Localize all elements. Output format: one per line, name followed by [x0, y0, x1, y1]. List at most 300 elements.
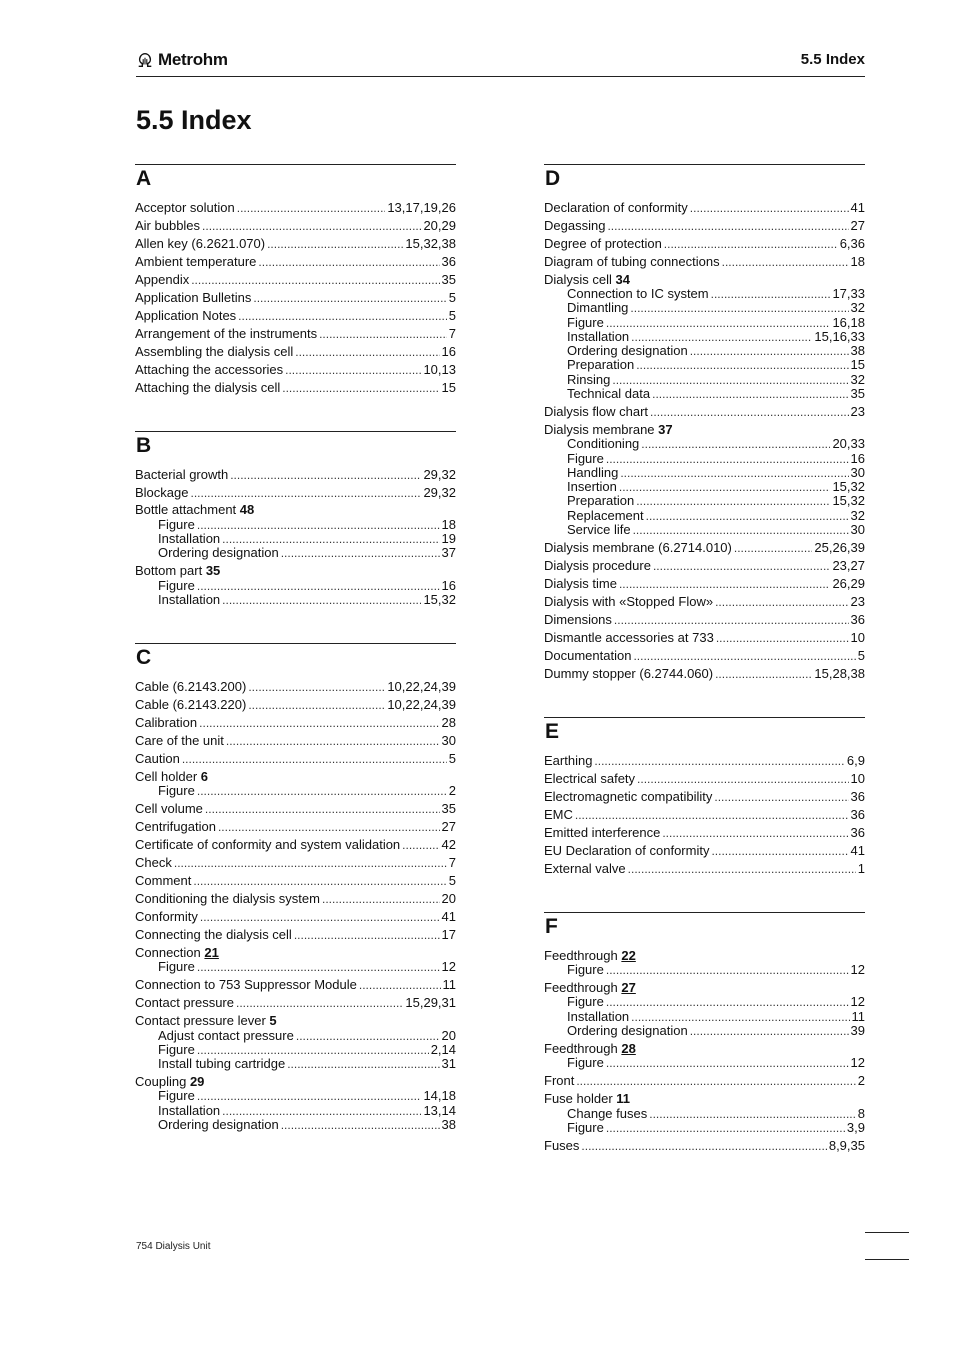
- index-entry: [544, 844, 865, 858]
- entry-label: [567, 963, 604, 977]
- entry-list: [544, 195, 865, 681]
- index-entry: [135, 381, 456, 395]
- entry-label: [135, 716, 197, 730]
- entry-text: Application Bulletins: [135, 289, 252, 305]
- entry-text: Conditioning the dialysis system: [135, 891, 320, 907]
- index-entry: [135, 486, 456, 500]
- entry-label: [135, 996, 234, 1010]
- index-entry: [135, 327, 456, 341]
- page-numbers: 19: [441, 531, 456, 547]
- entry-label: [567, 358, 634, 372]
- dot-leader: [236, 996, 403, 1010]
- entry-text: Dialysis cell: [544, 271, 612, 287]
- entry-label: [135, 309, 236, 323]
- entry-text: Dimantling: [567, 300, 629, 316]
- index-entry: [135, 752, 456, 766]
- entry-text: Dummy stopper (6.2744.060): [544, 665, 714, 681]
- entry-text: Figure: [158, 577, 195, 593]
- page-numbers: 15,29,31: [405, 995, 456, 1011]
- index-entry: [544, 405, 865, 419]
- page-numbers: 20,33: [832, 436, 865, 452]
- page-numbers: 41: [850, 842, 865, 858]
- index-subentry: [544, 1010, 865, 1024]
- dot-leader: [631, 330, 812, 344]
- entry-text: Connection to 753 Suppressor Module: [135, 977, 357, 993]
- entry-text: Rinsing: [567, 371, 611, 387]
- entry-text: Diagram of tubing connections: [544, 253, 720, 269]
- index-entry: [135, 892, 456, 906]
- dot-leader: [636, 494, 830, 508]
- entry-label: [158, 1118, 279, 1132]
- figure-reference: 29: [189, 1074, 205, 1090]
- figure-reference: 37: [658, 421, 673, 437]
- entry-label: [544, 1074, 574, 1088]
- entry-text: Change fuses: [567, 1105, 648, 1121]
- index-subentry: [544, 480, 865, 494]
- entry-text: Fuses: [544, 1137, 580, 1153]
- page-numbers: 5: [448, 289, 456, 305]
- index-subentry: [135, 579, 456, 593]
- page-numbers: 39: [850, 1022, 865, 1038]
- dot-leader: [636, 358, 848, 372]
- entry-label: [544, 1092, 630, 1106]
- entry-label: [567, 316, 604, 330]
- entry-label: [135, 201, 235, 215]
- entry-text: Dialysis with «Stopped Flow»: [544, 593, 714, 609]
- page-numbers: 23: [850, 403, 865, 419]
- entry-text: Figure: [567, 1119, 604, 1135]
- entry-label: [135, 255, 256, 269]
- dot-leader: [606, 316, 831, 330]
- page-numbers: 15: [441, 379, 456, 395]
- index-subentry: [544, 509, 865, 523]
- index-subentry: [135, 960, 456, 974]
- index-entry: [544, 1042, 865, 1056]
- entry-text: Ordering designation: [158, 545, 279, 561]
- page-numbers: 38: [441, 1117, 456, 1133]
- page-numbers: 15: [850, 357, 865, 373]
- index-column-left: [135, 164, 456, 1132]
- dot-leader: [734, 541, 813, 555]
- dot-leader: [222, 593, 421, 607]
- entry-text: Installation: [158, 1102, 221, 1118]
- figure-reference: 34: [615, 271, 630, 287]
- page-numbers: 12: [850, 994, 865, 1010]
- entry-text: Declaration of conformity: [544, 199, 688, 215]
- page-numbers: 12: [850, 962, 865, 978]
- index-entry: [135, 698, 456, 712]
- dot-leader: [281, 1118, 440, 1132]
- page-numbers: 31: [441, 1056, 456, 1072]
- entry-text: Check: [135, 855, 172, 871]
- entry-label: [158, 1029, 294, 1043]
- page-numbers: 20: [441, 1027, 456, 1043]
- index-subentry: [544, 437, 865, 451]
- page-numbers: 15,32: [423, 591, 456, 607]
- page-numbers: 41: [850, 199, 865, 215]
- index-entry: [544, 423, 865, 437]
- index-subentry: [135, 532, 456, 546]
- entry-label: [135, 381, 280, 395]
- entry-label: [567, 287, 709, 301]
- page-numbers: 30: [441, 732, 456, 748]
- page-numbers: 10,22,24,39: [387, 696, 456, 712]
- entry-label: [135, 327, 317, 341]
- page-numbers: 10,13: [423, 361, 456, 377]
- entry-text: External valve: [544, 860, 626, 876]
- page-numbers: 27: [441, 819, 456, 835]
- index-entry: [135, 770, 456, 784]
- dot-leader: [628, 862, 856, 876]
- entry-label: [135, 237, 265, 251]
- entry-label: [135, 892, 320, 906]
- index-entry: [135, 345, 456, 359]
- dot-leader: [294, 928, 440, 942]
- entry-label: [544, 772, 635, 786]
- entry-text: Centrifugation: [135, 819, 216, 835]
- dot-leader: [238, 309, 447, 323]
- index-entry: [544, 219, 865, 233]
- entry-text: Install tubing cartridge: [158, 1056, 286, 1072]
- entry-text: Emitted interference: [544, 824, 661, 840]
- entry-text: Electromagnetic compatibility: [544, 788, 713, 804]
- page-numbers: 16,18: [832, 314, 865, 330]
- page-numbers: 36: [441, 253, 456, 269]
- index-entry: [544, 613, 865, 627]
- entry-text: EU Declaration of conformity: [544, 842, 710, 858]
- page-numbers: 18: [850, 253, 865, 269]
- index-subentry: [544, 344, 865, 358]
- entry-label: [567, 494, 634, 508]
- index-entry: [135, 503, 456, 517]
- page-numbers: 36: [850, 806, 865, 822]
- index-entry: [135, 564, 456, 578]
- entry-text: Preparation: [567, 493, 635, 509]
- dot-leader: [197, 1043, 429, 1057]
- dot-leader: [633, 649, 855, 663]
- index-entry: [135, 255, 456, 269]
- entry-text: Blockage: [135, 484, 189, 500]
- entry-text: Conditioning: [567, 436, 640, 452]
- entry-text: Contact pressure: [135, 995, 234, 1011]
- entry-text: Air bubbles: [135, 217, 201, 233]
- dot-leader: [197, 579, 440, 593]
- entry-label: [135, 752, 180, 766]
- entry-label: [135, 734, 224, 748]
- index-subentry: [135, 1029, 456, 1043]
- index-subentry: [544, 1024, 865, 1038]
- entry-text: Feedthrough: [544, 980, 618, 996]
- page-numbers: 32: [850, 371, 865, 387]
- page-numbers: 10: [850, 770, 865, 786]
- entry-text: Dialysis membrane (6.2714.010): [544, 540, 732, 556]
- entry-list: [135, 462, 456, 607]
- entry-label: [544, 1042, 636, 1056]
- index-entry: [544, 1074, 865, 1088]
- page-numbers: 18: [441, 516, 456, 532]
- index-entry: [544, 772, 865, 786]
- dot-leader: [193, 874, 446, 888]
- dot-leader: [715, 667, 812, 681]
- index-entry: [135, 996, 456, 1010]
- dot-leader: [649, 1107, 856, 1121]
- dot-leader: [606, 452, 849, 466]
- entry-text: Cell volume: [135, 801, 203, 817]
- entry-label: [158, 1043, 195, 1057]
- entry-text: Conformity: [135, 909, 198, 925]
- index-entry: [135, 856, 456, 870]
- dot-leader: [267, 237, 403, 251]
- figure-reference: 5: [269, 1013, 277, 1029]
- page-numbers: 6,36: [839, 235, 865, 251]
- entry-label: [567, 387, 650, 401]
- footer-product-name: 754 Dialysis Unit: [136, 1241, 211, 1252]
- entry-text: Ordering designation: [158, 1117, 279, 1133]
- index-subentry: [544, 963, 865, 977]
- entry-label: [135, 503, 254, 517]
- index-subentry: [135, 1043, 456, 1057]
- entry-text: Connection: [135, 945, 201, 961]
- dot-leader: [199, 716, 439, 730]
- index-entry: [544, 862, 865, 876]
- dot-leader: [281, 546, 440, 560]
- entry-label: [567, 509, 644, 523]
- index-subentry: [544, 995, 865, 1009]
- dot-leader: [258, 255, 439, 269]
- entry-label: [135, 680, 246, 694]
- entry-text: Coupling: [135, 1074, 187, 1090]
- entry-label: [544, 201, 688, 215]
- page-numbers: 35: [441, 801, 456, 817]
- page-numbers: 36: [850, 788, 865, 804]
- entry-list: [544, 748, 865, 876]
- entry-label: [135, 802, 203, 816]
- index-entry: [135, 928, 456, 942]
- index-section-a: [135, 164, 456, 395]
- entry-text: Electrical safety: [544, 770, 636, 786]
- entry-label: [567, 452, 604, 466]
- page-numbers: 13,17,19,26: [387, 199, 456, 215]
- page-numbers: 10,22,24,39: [387, 678, 456, 694]
- dot-leader: [715, 595, 848, 609]
- section-letter: D: [545, 167, 561, 190]
- index-entry: [135, 201, 456, 215]
- entry-label: [544, 862, 626, 876]
- section-letter: C: [136, 646, 152, 670]
- index-subentry: [544, 494, 865, 508]
- entry-label: [158, 593, 220, 607]
- entry-label: [567, 344, 688, 358]
- index-entry: [135, 716, 456, 730]
- page-numbers: 35: [441, 271, 456, 287]
- page-numbers: 17,33: [832, 285, 865, 301]
- page-numbers: 15,32: [832, 479, 865, 495]
- index-section-b: [135, 431, 456, 607]
- entry-label: [567, 1024, 688, 1038]
- index-section-e: [544, 717, 865, 876]
- entry-text: Degassing: [544, 217, 606, 233]
- page-numbers: 29,32: [423, 484, 456, 500]
- page-numbers: 12: [850, 1055, 865, 1071]
- metrohm-omega-icon: [136, 51, 154, 69]
- entry-label: [158, 546, 279, 560]
- index-entry: [135, 978, 456, 992]
- index-subentry: [544, 1107, 865, 1121]
- footer-rule-bottom: [865, 1259, 909, 1260]
- index-entry: [135, 237, 456, 251]
- page-numbers: 5: [448, 750, 456, 766]
- dot-leader: [637, 772, 848, 786]
- entry-label: [158, 1104, 220, 1118]
- entry-text: Connection to IC system: [567, 285, 709, 301]
- entry-text: Preparation: [567, 357, 635, 373]
- entry-text: Attaching the accessories: [135, 361, 284, 377]
- dot-leader: [200, 910, 440, 924]
- entry-text: Dismantle accessories at 733: [544, 629, 714, 645]
- page-numbers: 42: [441, 837, 456, 853]
- entry-text: Replacement: [567, 507, 644, 523]
- entry-label: [544, 1139, 579, 1153]
- page-numbers: 30: [850, 464, 865, 480]
- index-subentry: [544, 523, 865, 537]
- index-section-f: [544, 912, 865, 1153]
- entry-label: [544, 405, 648, 419]
- entry-label: [567, 373, 610, 387]
- entry-text: Dialysis membrane: [544, 421, 655, 437]
- index-subentry: [544, 1056, 865, 1070]
- entry-label: [567, 437, 639, 451]
- dot-leader: [285, 363, 421, 377]
- entry-label: [135, 468, 228, 482]
- dot-leader: [690, 344, 849, 358]
- entry-text: Dialysis time: [544, 576, 617, 591]
- index-subentry: [544, 287, 865, 301]
- entry-text: Feedthrough: [544, 1040, 618, 1056]
- figure-reference: 48: [239, 502, 255, 518]
- dot-leader: [606, 963, 849, 977]
- entry-label: [544, 649, 631, 663]
- page-numbers: 11: [442, 977, 456, 993]
- section-letter: B: [136, 433, 152, 457]
- page-numbers: 28: [441, 714, 456, 730]
- entry-label: [158, 579, 195, 593]
- dot-leader: [205, 802, 440, 816]
- page-numbers: 15,32: [832, 493, 865, 509]
- entry-text: Figure: [567, 450, 604, 466]
- index-subentry: [544, 452, 865, 466]
- entry-text: Bacterial growth: [135, 466, 229, 482]
- page-numbers: 23: [850, 593, 865, 609]
- dot-leader: [664, 237, 838, 251]
- entry-text: Bottom part: [135, 563, 203, 579]
- entry-label: [544, 613, 612, 627]
- page-numbers: 29,32: [423, 466, 456, 482]
- entry-label: [544, 790, 712, 804]
- figure-reference: 28: [621, 1040, 636, 1056]
- index-entry: [544, 1092, 865, 1106]
- index-entry: [135, 219, 456, 233]
- entry-text: Cable (6.2143.220): [135, 696, 247, 712]
- entry-text: Dialysis flow chart: [544, 403, 649, 419]
- entry-text: Adjust contact pressure: [158, 1027, 294, 1043]
- index-section-c: [135, 643, 456, 1132]
- index-subentry: [135, 1118, 456, 1132]
- dot-leader: [575, 808, 849, 822]
- page-numbers: 16: [850, 450, 865, 466]
- entry-text: Calibration: [135, 714, 198, 730]
- entry-text: Figure: [158, 1088, 195, 1104]
- entry-label: [135, 770, 208, 784]
- footer-rule-top: [865, 1232, 909, 1233]
- entry-text: Application Notes: [135, 307, 237, 323]
- figure-reference: 6: [200, 768, 209, 784]
- dot-leader: [197, 1089, 422, 1103]
- index-subentry: [544, 1121, 865, 1135]
- index-subentry: [544, 373, 865, 387]
- entry-text: Documentation: [544, 647, 632, 663]
- page-numbers: 12: [441, 959, 456, 975]
- page-numbers: 20: [441, 891, 456, 907]
- entry-label: [135, 820, 216, 834]
- page-numbers: 38: [850, 343, 865, 359]
- entry-text: Allen key (6.2621.070): [135, 235, 266, 251]
- entry-label: [544, 754, 592, 768]
- dot-leader: [287, 1057, 439, 1071]
- dot-leader: [722, 255, 849, 269]
- page-numbers: 7: [448, 855, 456, 871]
- index-subentry: [135, 518, 456, 532]
- dot-leader: [690, 1024, 849, 1038]
- entry-label: [544, 981, 636, 995]
- section-letter: F: [545, 915, 558, 939]
- entry-label: [567, 466, 618, 480]
- dot-leader: [606, 1121, 845, 1135]
- page-numbers: 10: [850, 629, 865, 645]
- entry-text: Fuse holder: [544, 1091, 613, 1107]
- logo-text: Metrohm: [158, 50, 228, 69]
- page-numbers: 13,14: [423, 1102, 456, 1118]
- entry-label: [135, 219, 200, 233]
- dot-leader: [295, 345, 439, 359]
- page-numbers: 17: [441, 927, 456, 943]
- entry-label: [544, 949, 636, 963]
- entry-label: [567, 1056, 604, 1070]
- index-entry: [544, 273, 865, 287]
- page-numbers: 1: [857, 860, 865, 876]
- entry-text: Figure: [158, 783, 195, 799]
- entry-label: [567, 1107, 647, 1121]
- dot-leader: [282, 381, 439, 395]
- dot-leader: [202, 219, 421, 233]
- dot-leader: [711, 287, 831, 301]
- dot-leader: [653, 559, 831, 573]
- dot-leader: [197, 784, 447, 798]
- page-numbers: 6,9: [846, 752, 865, 768]
- entry-text: Comment: [135, 873, 192, 889]
- entry-label: [135, 874, 191, 888]
- section-letter: E: [545, 720, 560, 744]
- index-entry: [135, 1075, 456, 1089]
- index-subentry: [544, 330, 865, 344]
- entry-text: Service life: [567, 522, 631, 538]
- entry-label: [544, 826, 660, 840]
- dot-leader: [322, 892, 440, 906]
- entry-text: Installation: [567, 1008, 630, 1024]
- entry-label: [567, 330, 629, 344]
- entry-label: [135, 698, 246, 712]
- entry-label: [135, 1075, 204, 1089]
- entry-label: [544, 255, 720, 269]
